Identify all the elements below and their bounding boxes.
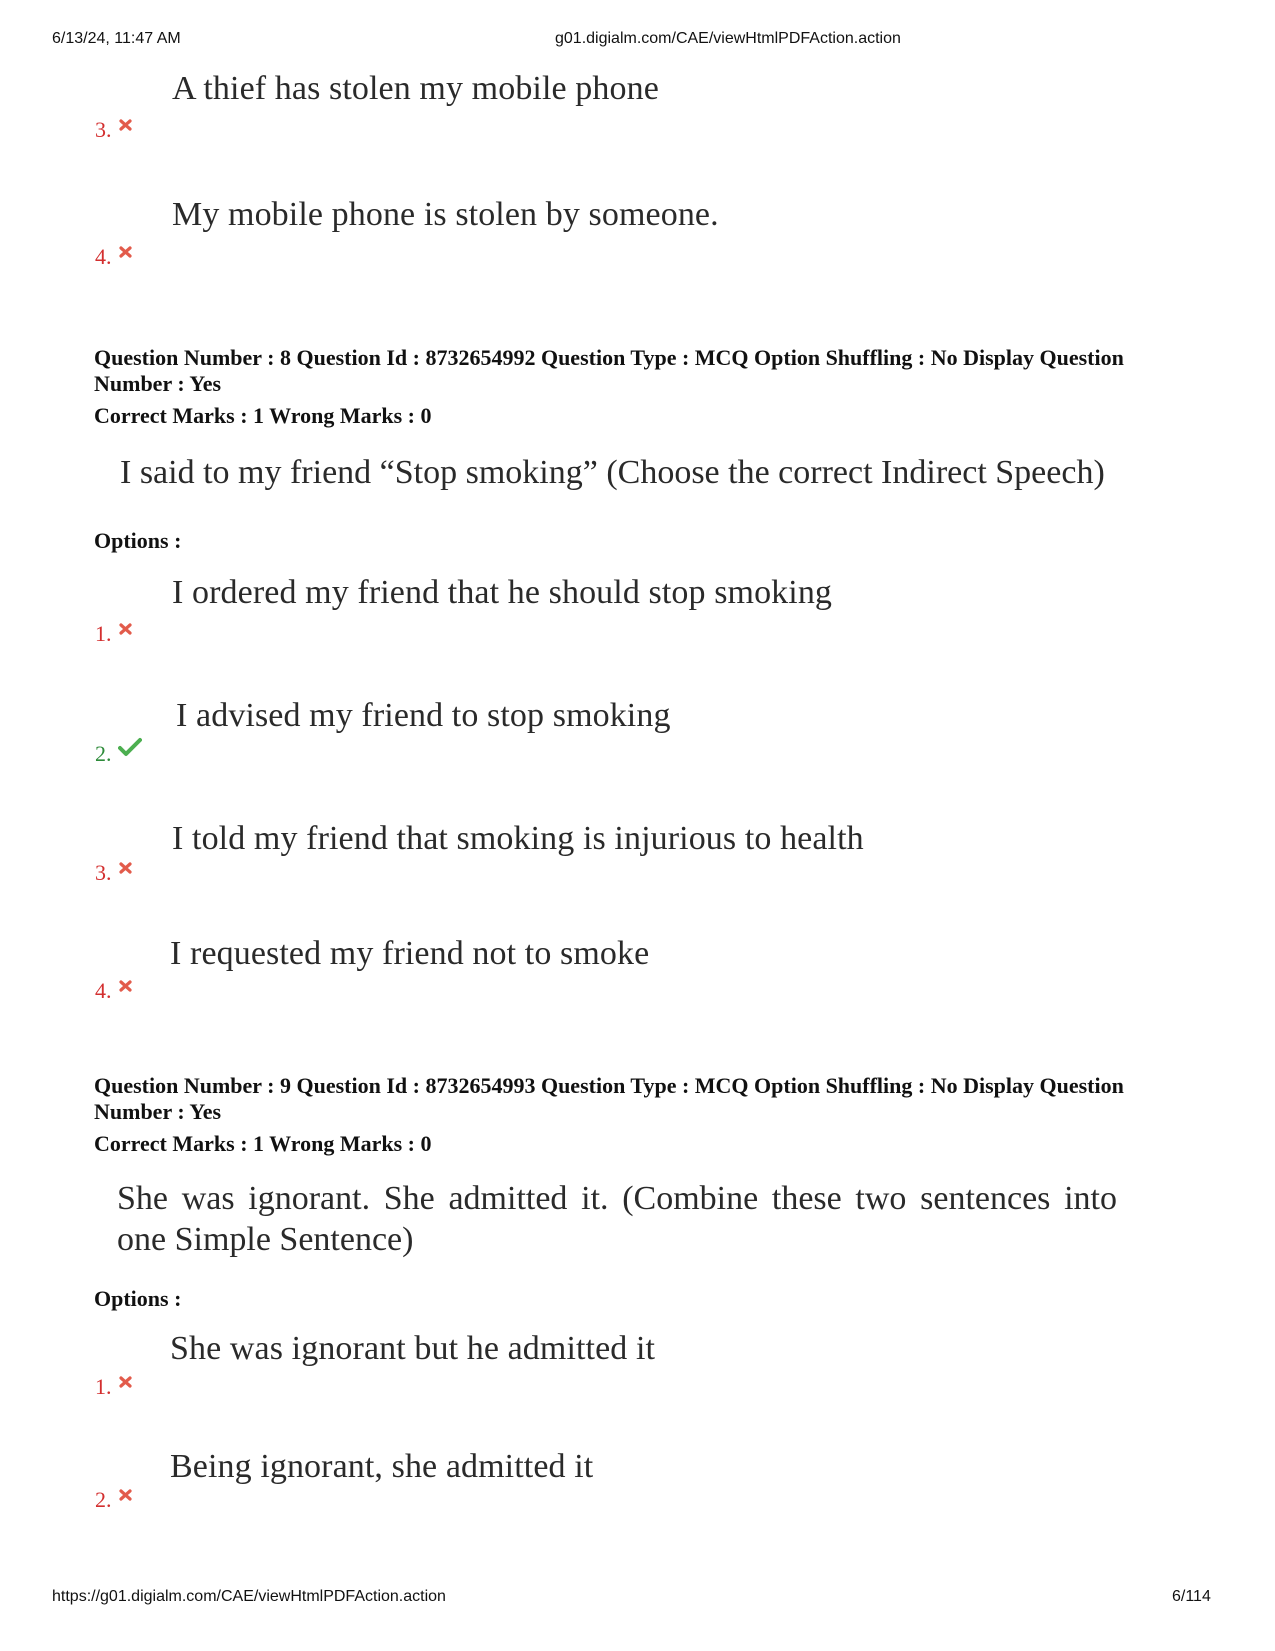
cross-icon [118,617,134,643]
question-marks: Correct Marks : 1 Wrong Marks : 0 [94,1131,432,1156]
cross-icon [118,856,134,882]
options-label: Options : [94,1286,182,1311]
question-meta: Number : Yes [94,1099,222,1124]
question-meta: Question Number : 8 Question Id : 8732654992 Question Type : MCQ Option Shuffling : No Display Question [94,345,1124,370]
option-text: A thief has stolen my mobile phone [172,70,659,107]
cross-icon [118,1370,134,1396]
question-meta: Question Number : 9 Question Id : 8732654993 Question Type : MCQ Option Shuffling : No Display Question [94,1073,1124,1098]
option-number: 3. [95,860,134,886]
cross-icon [118,1483,134,1509]
option-number: 2. [95,1487,134,1513]
option-text: I advised my friend to stop smoking [176,697,671,734]
options-label: Options : [94,528,182,553]
question-meta: Number : Yes [94,371,222,396]
print-datetime: 6/13/24, 11:47 AM [52,30,181,47]
option-number: 3. [95,117,134,143]
print-header-url: g01.digialm.com/CAE/viewHtmlPDFAction.action [555,30,901,47]
option-text: I told my friend that smoking is injurious to health [172,820,864,857]
option-number: 4. [95,244,134,270]
option-number: 1. [95,621,134,647]
option-number: 4. [95,978,134,1004]
question-stem: She was ignorant. She admitted it. (Combine these two sentences into one Simple Sentence) [117,1180,1117,1258]
print-footer-url: https://g01.digialm.com/CAE/viewHtmlPDFAction.action [52,1588,446,1605]
cross-icon [118,240,134,266]
option-text: She was ignorant but he admitted it [170,1330,656,1367]
page-number: 6/114 [1172,1588,1211,1605]
option-text: Being ignorant, she admitted it [170,1448,594,1485]
question-marks: Correct Marks : 1 Wrong Marks : 0 [94,403,432,428]
option-number: 2. [95,741,142,767]
option-text: My mobile phone is stolen by someone. [172,196,719,233]
option-text: I ordered my friend that he should stop smoking [172,574,833,611]
option-number: 1. [95,1374,134,1400]
checkmark-icon [118,737,142,763]
question-stem: I said to my friend “Stop smoking” (Choose the correct Indirect Speech) [120,454,1105,491]
option-text: I requested my friend not to smoke [170,935,650,972]
cross-icon [118,113,134,139]
cross-icon [118,974,134,1000]
